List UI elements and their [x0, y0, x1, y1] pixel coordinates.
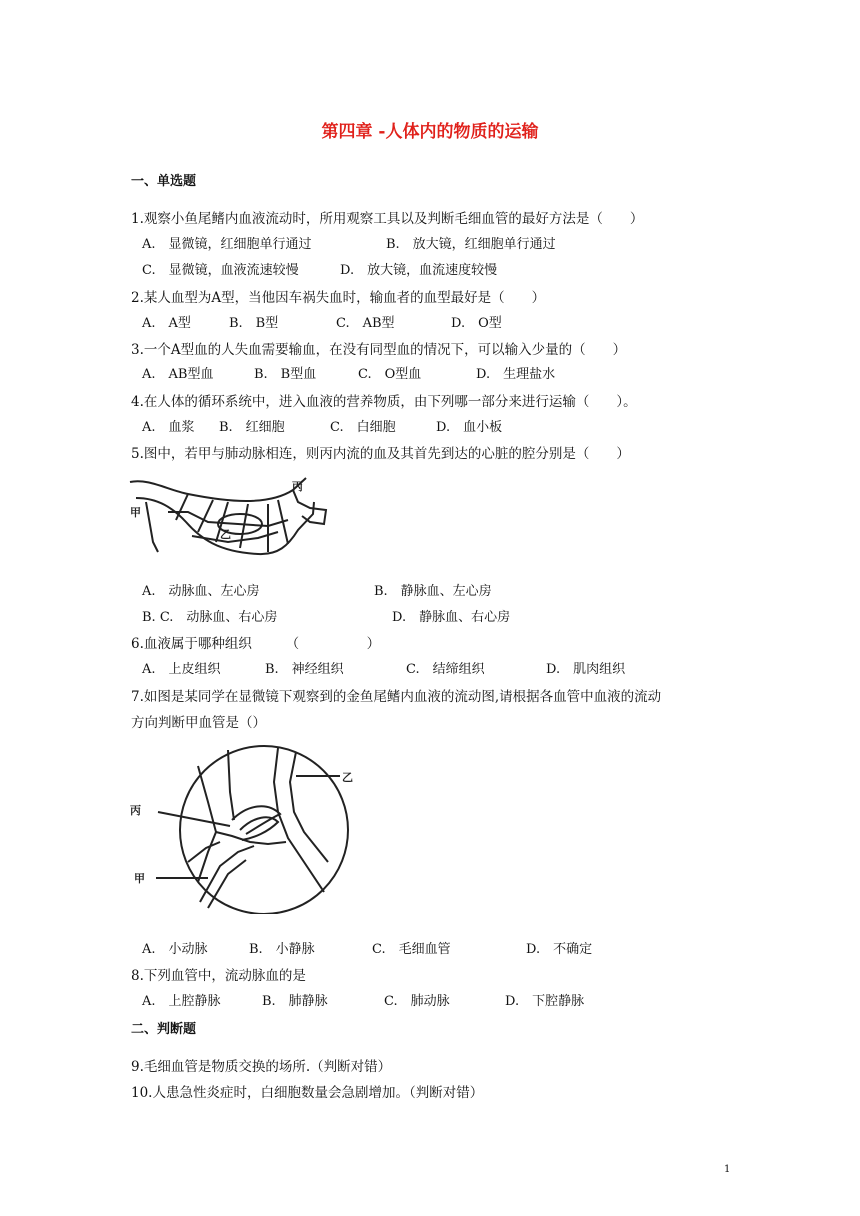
q4-option-c: C. 白细胞 [330, 420, 396, 435]
q8-option-d: D. 下腔静脉 [505, 994, 585, 1009]
fish-fin-microscope-figure [128, 742, 368, 914]
q1-option-b: B. 放大镜，红细胞单行通过 [386, 237, 556, 252]
q1-option-d: D. 放大镜，血流速度较慢 [340, 263, 498, 278]
q6-option-b: B. 神经组织 [265, 662, 344, 677]
q3-option-c: C. O型血 [358, 367, 422, 382]
question-2-stem: 2.某人血型为A型，当他因车祸失血时，输血者的血型最好是（ ） [131, 290, 546, 306]
label-bing: 丙 [130, 804, 141, 817]
q3-option-b: B. B型血 [254, 367, 317, 382]
q5-option-a: A. 动脉血、左心房 [142, 584, 260, 599]
question-7-stem: 7.如图是某同学在显微镜下观察到的金鱼尾鳍内血液的流动图,请根据各血管中血液的流动 [131, 689, 662, 705]
question-1-stem: 1.观察小鱼尾鳍内血液流动时，所用观察工具以及判断毛细血管的最好方法是（ ） [131, 211, 644, 227]
question-8-stem: 8.下列血管中，流动脉血的是 [131, 968, 306, 984]
page-title: 第四章 -人体内的物质的运输 [321, 122, 539, 142]
label-jia: 甲 [134, 872, 145, 885]
q4-option-a: A. 血浆 [142, 420, 195, 435]
q8-option-c: C. 肺动脉 [384, 994, 450, 1009]
q5-option-b: B. 静脉血、左心房 [374, 584, 492, 599]
q5-option-c: B. C. 动脉血、右心房 [142, 610, 278, 625]
question-4-stem: 4.在人体的循环系统中，进入血液的营养物质，由下列哪一部分来进行运输（ ）。 [131, 394, 637, 410]
question-5-stem: 5.图中，若甲与肺动脉相连，则丙内流的血及其首先到达的心脏的腔分别是（ ） [131, 446, 630, 462]
q7-option-b: B. 小静脉 [249, 942, 315, 957]
q6-option-c: C. 结缔组织 [406, 662, 485, 677]
q2-option-b: B. B型 [229, 316, 279, 331]
q8-option-a: A. 上腔静脉 [142, 994, 221, 1009]
q4-option-d: D. 血小板 [436, 420, 503, 435]
question-3-stem: 3.一个A型血的人失血需要输血，在没有同型血的情况下，可以输入少量的（ ） [131, 342, 627, 358]
q6-option-a: A. 上皮组织 [142, 662, 221, 677]
q2-option-c: C. AB型 [336, 316, 395, 331]
label-jia: 甲 [130, 506, 141, 519]
q6-option-d: D. 肌肉组织 [546, 662, 626, 677]
label-bing: 丙 [292, 480, 303, 493]
question-10-stem: 10.人患急性炎症时，白细胞数量会急剧增加。（判断对错） [131, 1085, 484, 1101]
q7-option-a: A. 小动脉 [142, 942, 208, 957]
q4-option-b: B. 红细胞 [219, 420, 285, 435]
q2-option-d: D. O型 [451, 316, 502, 331]
question-9-stem: 9.毛细血管是物质交换的场所.（判断对错） [131, 1059, 392, 1075]
question-7-stem-continued: 方向判断甲血管是（） [131, 715, 266, 731]
section-heading-true-false: 二、判断题 [131, 1022, 197, 1037]
page-number: 1 [724, 1164, 731, 1175]
q1-option-a: A. 显微镜，红细胞单行通过 [142, 237, 312, 252]
q7-option-c: C. 毛细血管 [372, 942, 451, 957]
q7-option-d: D. 不确定 [526, 942, 593, 957]
q5-option-d: D. 静脉血、右心房 [392, 610, 511, 625]
q8-option-b: B. 肺静脉 [262, 994, 328, 1009]
vessel-network-figure [128, 472, 328, 572]
q2-option-a: A. A型 [142, 316, 191, 331]
section-heading-single-choice: 一、单选题 [131, 174, 197, 189]
q1-option-c: C. 显微镜，血液流速较慢 [142, 263, 299, 278]
label-yi: 乙 [342, 771, 353, 784]
question-6-stem: 6.血液属于哪种组织 （ ） [131, 636, 381, 652]
label-yi: 乙 [220, 528, 231, 541]
q3-option-d: D. 生理盐水 [476, 367, 556, 382]
q3-option-a: A. AB型血 [142, 367, 214, 382]
